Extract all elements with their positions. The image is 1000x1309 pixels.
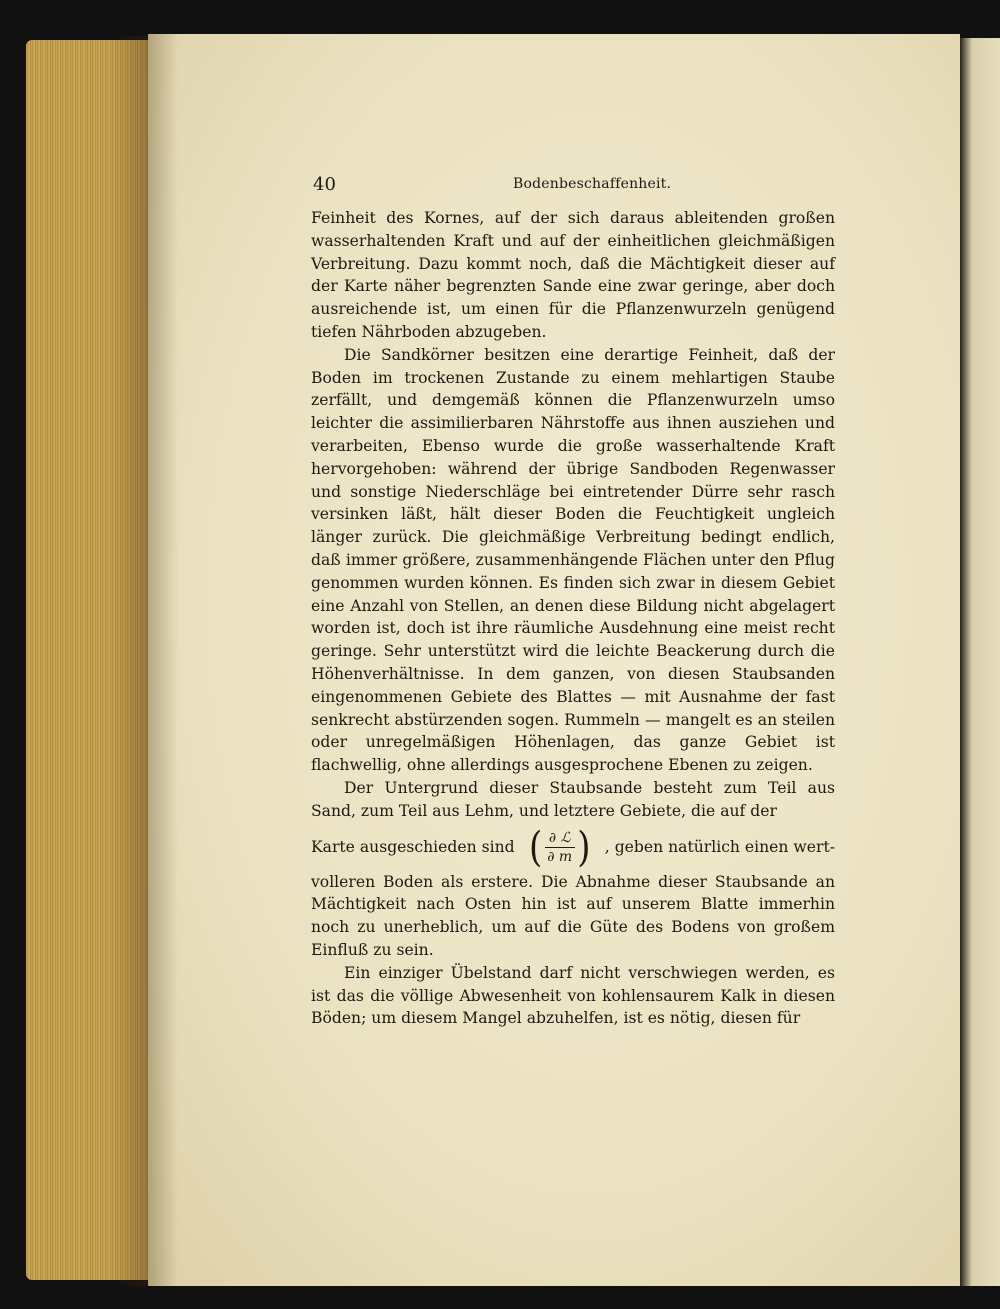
formula-line [311, 825, 835, 871]
right-page-edge [960, 38, 1000, 1286]
right-paren: ) [577, 823, 591, 872]
formula-denominator: ∂ m [547, 849, 573, 866]
formula-pre-text: Karte ausgeschieden sind [311, 838, 515, 857]
running-head: Bodenbeschaffenheit. [513, 176, 672, 192]
formula-post-text: , geben natürlich einen wert- [604, 838, 835, 857]
paragraph-1: Feinheit des Kornes, auf der sich daraus ableitenden großen wasserhaltenden Kraft und auf der einheitlichen gleichmäßigen Verbreitung. Dazu kommt noch, daß die Mächtigkeit dieser auf der Karte näher begrenzten Sande eine zwar geringe, aber doch ausreichende ist, um einen für die Pflanzenwurzeln genügend tiefen Nährboden abzugeben. [311, 209, 835, 341]
paragraph-2: Die Sandkörner besitzen eine derartige Feinheit, daß der Boden im trockenen Zustande zu einem mehlartigen Staube zerfällt, und demgemäß können die Pflanzenwurzeln umso leichter die assimilierbaren Nährstoffe aus ihnen ausziehen und verarbeiten, Ebenso wurde die große wasserhaltende Kraft hervorgehoben: während der übrige Sandboden Regenwasser und sonstige Niederschläge bei eintretender Dürre sehr rasch versinken läßt, hält dieser Boden die Feuchtigkeit ungleich länger zurück. Die gleichmäßige Verbreitung bedingt endlich, daß immer größere, zusammenhängende Flächen unter den Pflug genommen wurden können. Es finden sich zwar in diesem Gebiet eine Anzahl von Stellen, an denen diese Bildung nicht abgelagert worden ist, doch ist ihre räumliche Ausdehnung eine meist recht geringe. Sehr unterstützt wird die leichte Beackerung durch die Höhenverhältnisse. In dem ganzen, von diesen Staubsanden eingenommenen Gebiete des Blattes — mit Ausnahme der fast senkrecht abstürzenden sogen. Rummeln — mangelt es an steilen oder unregelmäßigen Höhenlagen, das ganze Gebiet ist flachwellig, ohne allerdings ausgesprochene Ebenen zu zeigen. [311, 345, 835, 775]
spine-shadow [148, 34, 178, 1286]
formula-numerator: ∂ ℒ [545, 829, 575, 848]
body-text [311, 207, 835, 1030]
page-header [313, 174, 833, 198]
paragraph-3-rest: volleren Boden als erstere. Die Abnahme dieser Staubsande an Mächtigkeit nach Osten hin ist auf unserem Blatte immerhin noch zu unerheblich, um auf die Güte des Bodens von großem Einfluß zu sein. [311, 872, 835, 959]
paragraph-4: Ein einziger Übelstand darf nicht verschwiegen werden, es ist das die völlige Abwesenheit von kohlensaurem Kalk in diesen Böden; um diesem Mangel abzuhelfen, ist es nötig, diesen für [311, 963, 835, 1028]
partial-derivative-formula [528, 823, 591, 872]
page-number: 40 [313, 174, 336, 195]
page-edge-shadow [110, 36, 150, 1286]
left-paren: ( [528, 823, 543, 872]
paragraph-3-lead: Der Untergrund dieser Staubsande besteht zum Teil aus Sand, zum Teil aus Lehm, und letztere Gebiete, die auf der [311, 778, 835, 820]
